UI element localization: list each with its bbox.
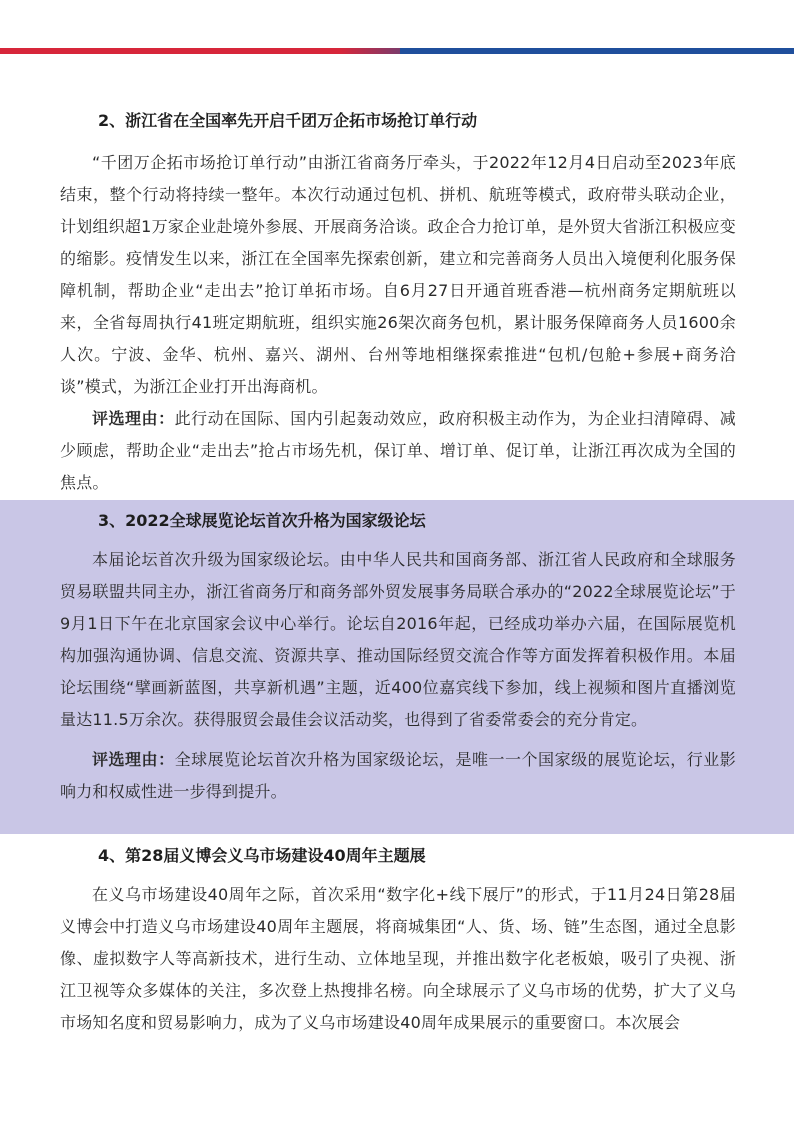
- section-global-exhibition-forum: [0, 500, 794, 834]
- section-body: “千团万企拓市场抢订单行动”由浙江省商务厅牵头，于2022年12月4日启动至2023年底结束，整个行动将持续一整年。本次行动通过包机、拼机、航班等模式，政府带头联动企业，计划组织超1万家企业赴境外参展、开展商务洽谈。政企合力抢订单，是外贸大省浙江积极应变的缩影。疫情发生以来，浙江在全国率先探索创新，建立和完善商务人员出入境便利化服务保障机制，帮助企业“走出去”抢订单拓市场。自6月27日开通首班香港—杭州商务定期航班以来，全省每周执行41班定期航班，组织实施26架次商务包机，累计服务保障商务人员1600余人次。宁波、金华、杭州、嘉兴、湖州、台州等地相继探索推进“包机/包舱+参展+商务洽谈”模式，为浙江企业打开出海商机。: [60, 153, 736, 396]
- selection-reason-label: 评选理由：: [92, 750, 175, 769]
- selection-reason-text: 此行动在国际、国内引起轰动效应，政府积极主动作为，为企业扫清障碍、减少顾虑，帮助企业“走出去”抢占市场先机，保订单、增订单、促订单，让浙江再次成为全国的焦点。: [60, 409, 736, 492]
- selection-reason: [60, 403, 736, 499]
- section-body: 在义乌市场建设40周年之际，首次采用“数字化+线下展厅”的形式，于11月24日第28届义博会中打造义乌市场建设40周年主题展，将商城集团“人、货、场、链”生态图，通过全息影像、虚拟数字人等高新技术，进行生动、立体地呈现，并推出数字化老板娘，吸引了央视、浙江卫视等众多媒体的关注，多次登上热搜排名榜。向全球展示了义乌市场的优势，扩大了义乌市场知名度和贸易影响力，成为了义乌市场建设40周年成果展示的重要窗口。本次展会: [60, 885, 736, 1032]
- selection-reason: [60, 744, 736, 808]
- section-body: 本届论坛首次升级为国家级论坛。由中华人民共和国商务部、浙江省人民政府和全球服务贸易联盟共同主办，浙江省商务厅和商务部外贸发展事务局联合承办的“2022全球展览论坛”于9月1日下午在北京国家会议中心举行。论坛自2016年起，已经成功举办六届，在国际展览机构加强沟通协调、信息交流、资源共享、推动国际经贸交流合作等方面发挥着积极作用。本届论坛围绕“擘画新蓝图，共享新机遇”主题，近400位嘉宾线下参加，线上视频和图片直播浏览量达11.5万余次。获得服贸会最佳会议活动奖，也得到了省委常委会的充分肯定。: [60, 550, 736, 729]
- header-bar-blue: [400, 48, 794, 54]
- section-heading: 2、浙江省在全国率先开启千团万企拓市场抢订单行动: [98, 111, 478, 130]
- header-color-bar: [0, 48, 794, 56]
- selection-reason-label: 评选理由：: [92, 409, 175, 428]
- section-yiwu-market-exhibition: [0, 845, 794, 1045]
- section-heading: 3、2022全球展览论坛首次升格为国家级论坛: [98, 511, 426, 530]
- selection-reason-text: 全球展览论坛首次升格为国家级论坛，是唯一一个国家级的展览论坛，行业影响力和权威性进一步得到提升。: [60, 750, 736, 801]
- section-zhejiang-order-campaign: [0, 110, 794, 500]
- section-heading: 4、第28届义博会义乌市场建设40周年主题展: [98, 846, 426, 865]
